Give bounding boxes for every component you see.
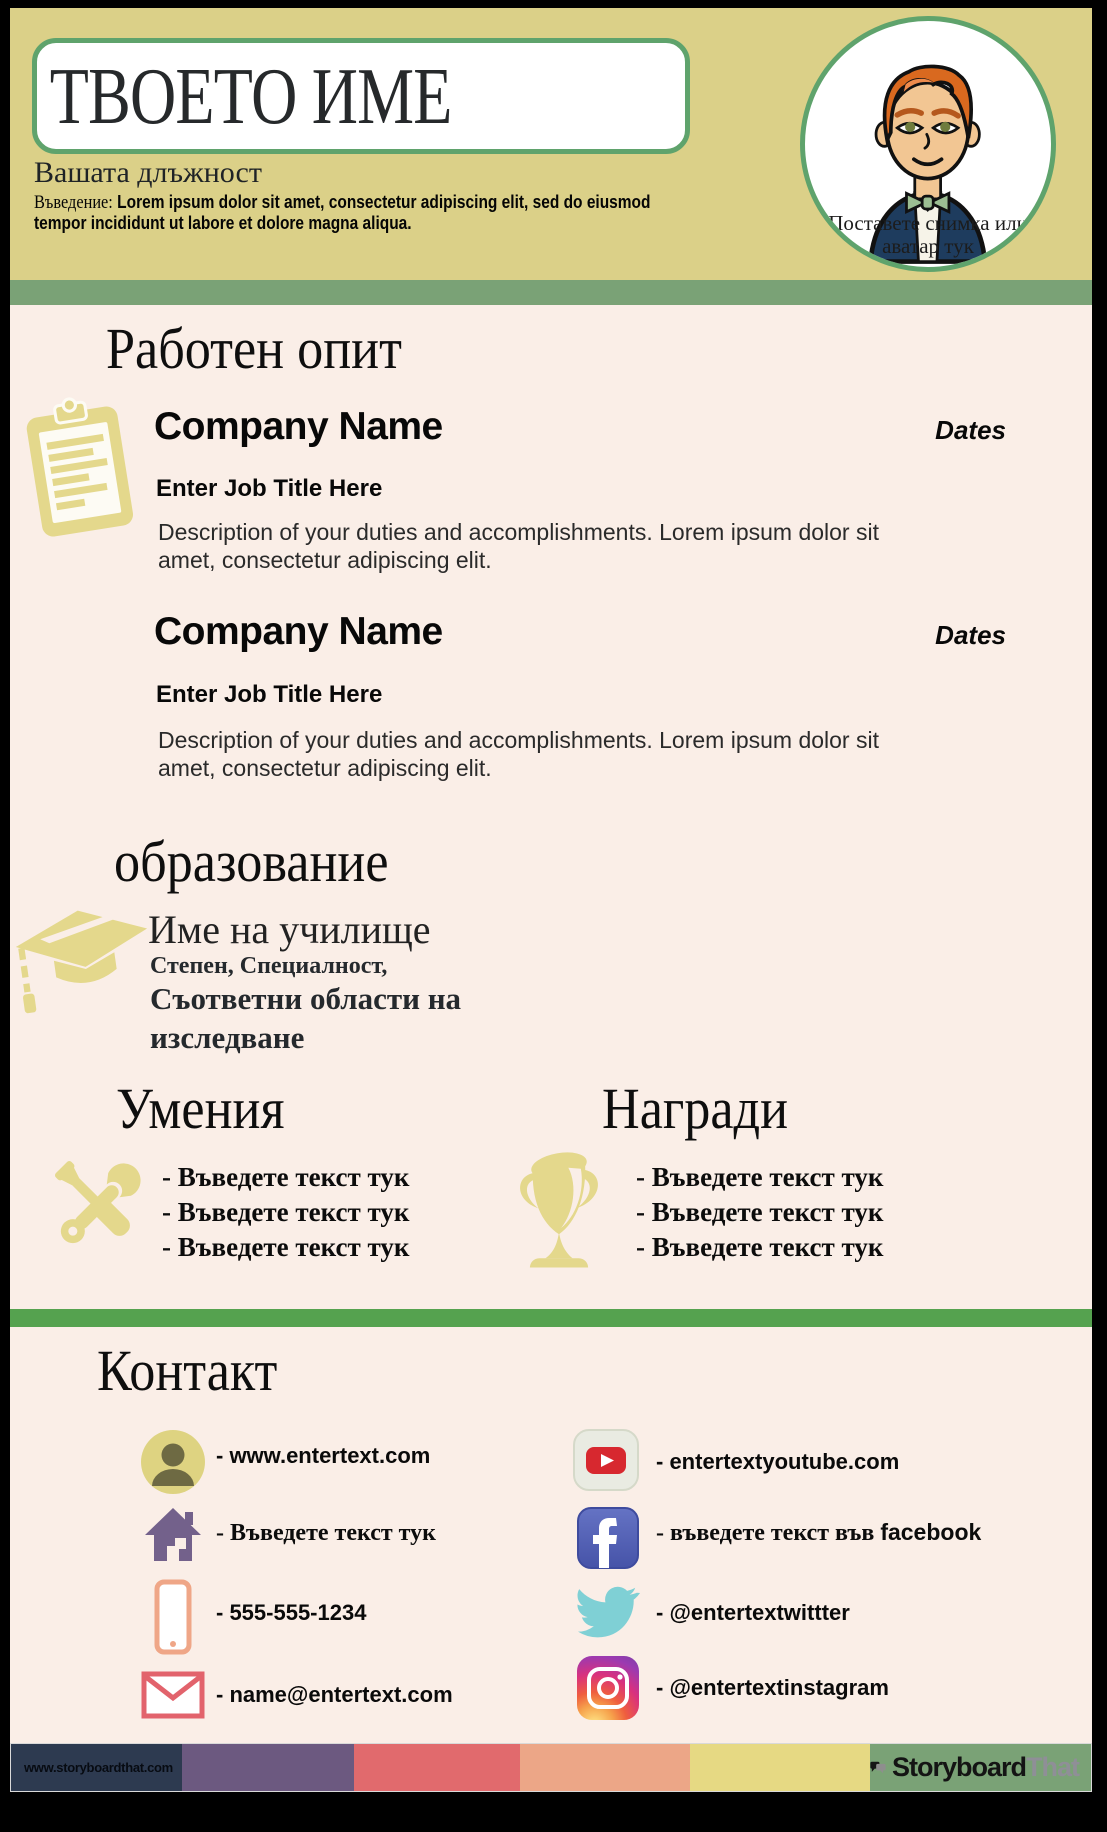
intro-label: Въведение: — [34, 192, 113, 213]
skills-list — [162, 1160, 409, 1265]
footer-block-peach — [520, 1744, 690, 1791]
phone-number[interactable]: - 555-555-1234 — [216, 1600, 367, 1625]
facebook-icon — [576, 1506, 640, 1570]
header-divider-band — [10, 280, 1092, 305]
footer-block-red — [354, 1744, 520, 1791]
email-address[interactable]: - name@entertext.com — [216, 1682, 453, 1707]
award-item: - Въведете текст тук — [636, 1197, 884, 1227]
skill-item: - Въведете текст тук — [162, 1232, 410, 1262]
phone-icon — [154, 1579, 192, 1655]
brand-storyboard[interactable]: Storyboard — [891, 1752, 1026, 1782]
work-entry-dates: Dates — [935, 620, 1006, 650]
home-icon — [143, 1505, 203, 1563]
avatar-caption-line2: аватар тук — [882, 234, 974, 259]
work-entry-description: Description of your duties and accomplishments. Lorem ipsum dolor sit amet, consectetur adipiscing elit. — [158, 727, 879, 781]
footer-block-yellow — [690, 1744, 870, 1791]
twitter-icon — [571, 1581, 641, 1643]
email-icon — [141, 1671, 205, 1719]
storyboardthat-logo-icon — [870, 1751, 886, 1784]
tools-icon — [44, 1150, 154, 1260]
graduation-cap-icon — [7, 894, 163, 1025]
award-item: - Въведете текст тук — [636, 1232, 884, 1262]
person-icon — [141, 1430, 205, 1494]
section-divider-band — [10, 1309, 1092, 1327]
work-entry-company: Company Name — [154, 405, 443, 448]
avatar-caption — [805, 212, 1051, 259]
field-of-study: Съответни области на изследване — [150, 981, 462, 1055]
contact-section — [10, 1327, 1092, 1743]
facebook-handle[interactable] — [656, 1519, 981, 1547]
skill-item: - Въведете текст тук — [162, 1197, 410, 1227]
clipboard-icon — [17, 386, 141, 546]
avatar-caption-line1: Поставете снимка или — [828, 210, 1028, 235]
footer-palette-bar — [10, 1743, 1092, 1792]
footer-block-navy — [11, 1744, 182, 1791]
job-title: Вашата длъжност — [34, 156, 262, 189]
name-box[interactable] — [32, 38, 690, 154]
trophy-icon — [507, 1143, 611, 1285]
instagram-handle[interactable]: - @entertextinstagram — [656, 1675, 889, 1700]
work-entry-description: Description of your duties and accomplishments. Lorem ipsum dolor sit amet, consectetur adipiscing elit. — [158, 519, 879, 573]
work-entry-role: Enter Job Title Here — [156, 681, 383, 708]
work-section-title: Работен опит — [106, 316, 402, 381]
instagram-icon — [577, 1656, 639, 1720]
header-section — [10, 8, 1092, 280]
youtube-handle[interactable]: - entertextyoutube.com — [656, 1449, 900, 1474]
page-title: ТВОЕТО ИМЕ — [49, 53, 452, 141]
intro-paragraph — [34, 192, 653, 234]
youtube-icon — [572, 1428, 640, 1492]
address-text[interactable]: - Въведете текст тук — [216, 1520, 436, 1546]
work-entry-company: Company Name — [154, 610, 443, 653]
footer-block-green — [870, 1744, 1091, 1791]
contact-section-title: Контакт — [97, 1338, 278, 1403]
degree-line: Степен, Специалност, — [150, 953, 388, 979]
work-entry-role: Enter Job Title Here — [156, 475, 383, 502]
school-name: Име на училище — [148, 907, 431, 952]
avatar[interactable] — [800, 16, 1056, 272]
awards-list — [636, 1160, 883, 1265]
work-entry-dates: Dates — [935, 415, 1006, 445]
awards-section-title: Награди — [602, 1076, 789, 1141]
main-content — [10, 305, 1092, 1309]
skills-section-title: Умения — [116, 1076, 285, 1141]
website-link[interactable]: - www.entertext.com — [216, 1443, 431, 1468]
education-section-title: образование — [114, 829, 389, 894]
facebook-word: facebook — [880, 1519, 982, 1545]
brand-that[interactable]: That — [1026, 1752, 1079, 1782]
intro-text: Lorem ipsum dolor sit amet, consectetur adipiscing elit, sed do eiusmod tempor incididunt ut labore et dolore magna aliqua. — [34, 192, 651, 233]
storyboardthat-url[interactable]: www.storyboardthat.com — [24, 1760, 173, 1775]
award-item: - Въведете текст тук — [636, 1162, 884, 1192]
resume-page — [10, 8, 1092, 1792]
facebook-handle-text: - въведете текст във — [656, 1520, 881, 1546]
footer-block-purple — [182, 1744, 354, 1791]
skill-item: - Въведете текст тук — [162, 1162, 410, 1192]
twitter-handle[interactable]: - @entertextwittter — [656, 1600, 850, 1625]
